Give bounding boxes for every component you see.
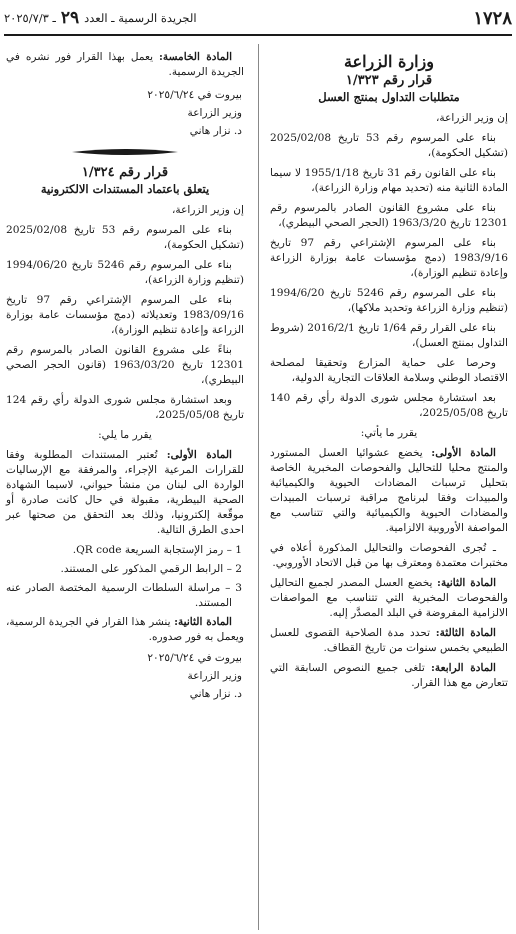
article-text: يخضع العسل المصدر لجميع التحاليل والفحوصات المخبرية التي تتناسب مع المواصفات الالزامية المفروضة في البلد المصدَّر إليه. [270,577,508,619]
gazette-title: الجريدة الرسمية ـ العدد [84,11,197,25]
running-header [4,8,197,28]
issue-number: ٢٩ [60,8,80,28]
article [270,576,508,621]
decision-subject: يتعلق باعتماد المستندات الالكترونية [40,182,210,196]
signature-place-date: بيروت في ٢٠٢٥/٦/٢٤ [147,652,242,664]
article-text: تلغى جميع النصوص السابقة التي تتعارض مع هذا القرار. [270,662,508,689]
signature-role: وزير الزراعة [187,670,242,682]
article-text: تحدد مدة الصلاحية القصوى للعسل الطبيعي بخمس سنوات من تاريخ القطاف. [270,627,508,654]
article-title: المادة الثانية: [437,577,497,589]
article-title: المادة الرابعة: [431,662,496,674]
preamble-item: بناء على المرسوم رقم 5246 تاريخ 1994/06/20 (تنظيم وزارة الزراعة)، [6,259,244,286]
article-text: ـ تُجرى الفحوصات والتحاليل المذكورة أعلاه في مختبرات معتمدة ومعترف بها من قبل الاتحاد الأوروبي. [270,542,508,569]
signature-name: د. نزار هاني [189,125,242,137]
article [6,615,244,645]
preamble-item: بناء على المرسوم الإشتراعي رقم 97 تاريخ 1983/09/16 وتعديلاته (دمج مؤسسات عامة بوزارة الزراعة وإعادة تنظيم الوزارة)، [6,294,244,336]
preamble-item: بناء على القانون رقم 31 تاريخ 1955/1/18 لا سيما المادة الثانية منه (تحديد مهام وزارة الزراعة)، [270,167,508,194]
article [270,446,508,536]
signature-name: د. نزار هاني [189,688,242,700]
preamble-item: بناء على القرار رقم 1/64 تاريخ 2016/2/1 (شروط التداول بمنتج العسل)، [270,322,508,349]
article [270,661,508,691]
article-title: المادة الأولى: [166,449,232,461]
preamble-item: بناء على المرسوم رقم 5246 تاريخ 1994/6/20 (تنظيم وزارة الزراعة وتحديد ملاكها)، [270,287,508,314]
list-item: 3 – مراسلة السلطات الرسمية المختصة الصادر عنه المستند. [6,582,242,609]
list-item: 1 – رمز الإستجابة السريعة QR code. [72,544,242,556]
column-rule [258,44,259,930]
article-text: يخضع عشوائيا العسل المستورد والمنتج محليا للتحاليل والفحوصات المخبرية الخاصة بتحليل ترسبات المضادات الحيوية والكيميائية والمبيدات وفقا لبرنامج مراقبة ترسبات المبيدات والمضادات الحيوية والكيميائية والتي تتناسب مع المواصفة الأوروبية الالزامية. [270,447,508,534]
decision-intro: إن وزير الزراعة، [436,112,508,124]
article-text: ينشر هذا القرار في الجريدة الرسمية، ويعمل به فور صدوره. [6,616,244,643]
decision-intro: إن وزير الزراعة، [172,204,244,216]
preamble-item: بعد استشارة مجلس شورى الدولة رأي رقم 140 تاريخ 2025/05/08، [270,392,508,419]
preamble-item: بناء على المرسوم رقم 53 تاريخ 2025/02/08 (تشكيل الحكومة)، [270,132,508,159]
list-item: 2 – الرابط الرقمي المذكور على المستند. [60,563,242,575]
left-column [6,50,244,930]
decision-number: قرار رقم ١/٣٢٣ [345,73,433,88]
preamble-item: بناء على المرسوم رقم 53 تاريخ 2025/02/08 (تشكيل الحكومة)، [6,224,244,251]
article [270,541,508,571]
page-number: ١٧٢٨ [473,7,512,29]
article-title: المادة الثالثة: [435,627,496,639]
preamble-item: وحرصا على حماية المزارع وتحقيقا لمصلحة الاقتصاد الوطني وسلامة العلاقات التجارية الدولية، [270,357,508,384]
preamble-item: بناء على مشروع القانون الصادر بالمرسوم رقم 12301 تاريخ 1963/3/20 (الحجر الصحي البيطري)، [270,202,508,229]
decides-heading: يقرر ما يأتي: [360,427,418,439]
page-header [4,2,512,36]
section-divider-ornament [70,147,180,157]
article [6,448,244,538]
article-text: تُعتبر المستندات المطلوبة وفقا للقرارات المرعية الإجراء، والمرفقة مع الإرساليات الواردة الى لبنان من منشأ حيواني، لاسيما الشهادة الصحية البيطرية، مقبولة في حال كانت صادرة أو موقّعة إلكترونيا، وذلك بعد التحقق من صحتها عبر احدى الطرق التالية. [6,449,244,536]
preamble-item: بناء على المرسوم الإشتراعي رقم 97 تاريخ 1983/9/16 (دمج مؤسسات عامة بوزارة الزراعة وإعادة تنظيم الوزارة)، [270,237,508,279]
article-title: المادة الخامسة: [159,51,233,63]
article [6,50,244,80]
signature-place-date: بيروت في ٢٠٢٥/٦/٢٤ [147,89,242,101]
article-text: يعمل بهذا القرار فور نشره في الجريدة الرسمية. [6,51,244,78]
ministry-title: وزارة الزراعة [343,52,435,71]
preamble-item: وبعد استشارة مجلس شورى الدولة رأي رقم 124 تاريخ 2025/05/08، [6,394,244,421]
signature-role: وزير الزراعة [187,107,242,119]
article-title: المادة الأولى: [431,447,496,459]
preamble-item: بناءً على مشروع القانون الصادر بالمرسوم رقم 12301 تاريخ 1963/03/20 (قانون الحجر الصحي البيطري)، [6,344,244,386]
article-title: المادة الثانية: [174,616,232,628]
right-column [270,50,508,930]
article [270,626,508,656]
decision-number: قرار رقم ١/٣٢٤ [81,165,169,180]
decides-heading: يقرر ما يلي: [98,429,152,441]
decision-subject: متطلبات التداول بمنتج العسل [318,90,460,104]
issue-date: ـ ٢٠٢٥/٧/٣ [4,11,56,25]
